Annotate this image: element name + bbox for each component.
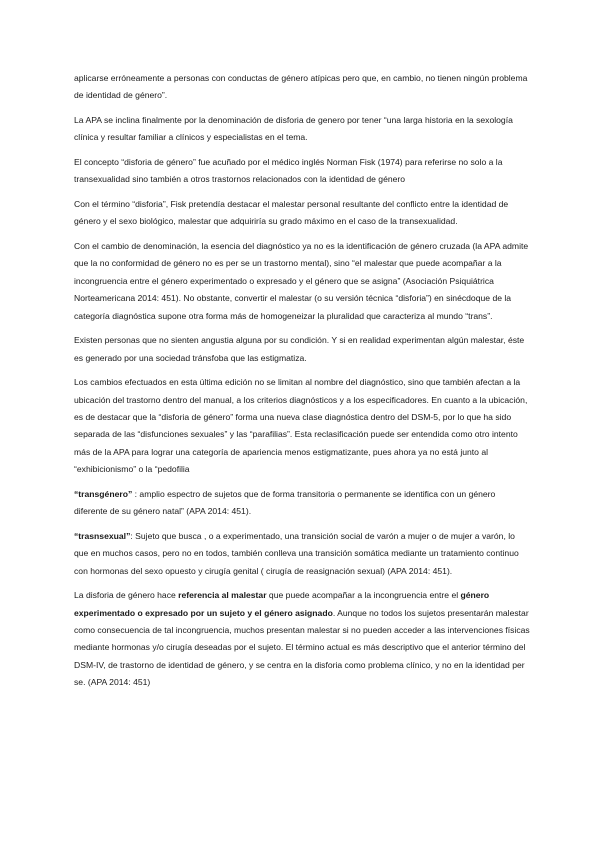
paragraph: [74, 70, 530, 105]
text-segment: aplicarse erróneamente a personas con conductas de género atípicas pero que, en cambio, no tienen ningún problema de identidad de género”.: [74, 73, 528, 101]
text-segment: Existen personas que no sienten angustia alguna por su condición. Y si en realidad experimentan algún malestar, éste es generado por una sociedad tránsfoba que las estigmatiza.: [74, 335, 525, 363]
bold-text-segment: referencia al malestar: [178, 590, 267, 601]
text-segment: La disforia de género hace: [74, 590, 179, 601]
text-segment: : Sujeto que busca , o a experimentado, una transición social de varón a mujer o de mujer a varón, lo que en muchos casos, pero no en todos, también conlleva una transición somática mediante un tratamiento continuo con hormonas del sexo opuesto y cirugía genital ( cirugía de reasignación sexual) (APA 2014: 451).: [74, 530, 519, 576]
bold-text-segment: “transgénero”: [74, 488, 133, 499]
document-body: [74, 70, 530, 699]
paragraph: [74, 374, 530, 478]
paragraph: [74, 528, 530, 580]
paragraph: [74, 587, 530, 691]
text-segment: Con el término “disforia”, Fisk pretendía destacar el malestar personal resultante del conflicto entre la identidad de género y el sexo biológico, malestar que adquiriría su grado máximo en el caso de la transexualidad.: [74, 199, 509, 227]
paragraph: [74, 196, 530, 231]
text-segment: La APA se inclina finalmente por la denominación de disforia de genero por tener “una larga historia en la sexología clínica y resultar familiar a clínicos y especialistas en el tema.: [74, 115, 513, 143]
paragraph: [74, 112, 530, 147]
paragraph: [74, 238, 530, 325]
paragraph: [74, 486, 530, 521]
text-segment: Con el cambio de denominación, la esencia del diagnóstico ya no es la identificación de género cruzada (la APA admite que la no conformidad de género no es per se un trastorno mental), sino “el malestar que puede acompañar a la incongruencia entre el género experimentado o expresado y el género que se asigna” (Asociación Psiquiátrica Norteamericana 2014: 451). No obstante, convertir el malestar (o su versión técnica “disforia”) en sinécdoque de la categoría diagnóstica supone otra forma más de homogeneizar la pluralidad que caracteriza al mundo “trans”.: [74, 241, 529, 321]
text-segment: . Aunque no todos los sujetos presentarán malestar como consecuencia de tal incongruencia, muchos presentan malestar si no pueden acceder a las intervenciones físicas mediante hormonas y/o cirugía deseadas por el sujeto. El término actual es más descriptivo que el anterior término del DSM-IV, de trastorno de identidad de género, y se centra en la disforia como problema clínico, y no en la identidad per se. (APA 2014: 451): [74, 607, 530, 688]
text-segment: que puede acompañar a la incongruencia entre el: [266, 590, 461, 601]
text-segment: El concepto “disforia de género” fue acuñado por el médico inglés Norman Fisk (1974) para referirse no solo a la transexualidad sino también a otros trastornos relacionados con la identidad de género: [74, 157, 503, 185]
text-segment: Los cambios efectuados en esta última edición no se limitan al nombre del diagnóstico, sino que también afectan a la ubicación del trastorno dentro del manual, a los criterios diagnósticos y a los especificadores. En cuanto a la ubicación, es de destacar que la “disforia de género” forma una nueva clase diagnóstica dentro del DSM-5, por lo que ha sido separada de las “disfunciones sexuales” y las “parafilias”. Esta reclasificación puede ser entendida como otro intento más de la APA para lograr una categoría de apariencia menos estigmatizante, pues ahora ya no está junto al “exhibicionismo” o la “pedofilia: [74, 377, 528, 475]
bold-text-segment: género experimentado o expresado por un sujeto y el género asignado: [74, 590, 490, 618]
paragraph: [74, 332, 530, 367]
bold-text-segment: “trasnsexual”: [74, 530, 131, 541]
text-segment: : amplio espectro de sujetos que de forma transitoria o permanente se identifica con un género diferente de su género natal” (APA 2014: 451).: [74, 488, 496, 517]
paragraph: [74, 154, 530, 189]
